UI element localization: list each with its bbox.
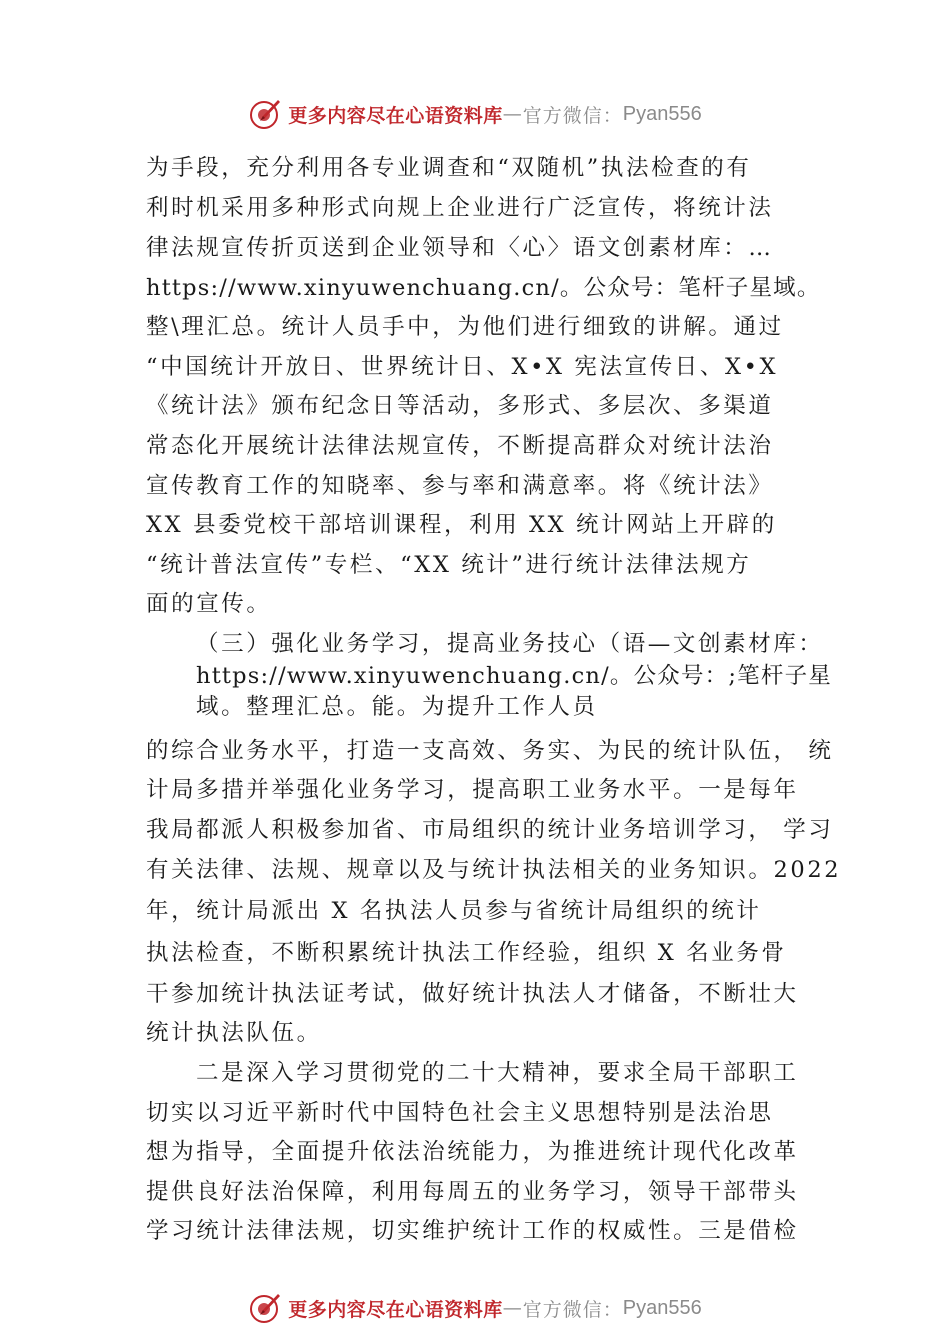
body-line-6: “中国统计开放日、世界统计日、X•X 宪法宣传日、X•X bbox=[146, 354, 779, 380]
quill-seal-icon bbox=[248, 97, 282, 131]
body-line-20: 年，统计局派出 X 名执法人员参与省统计局组织的统计 bbox=[146, 898, 762, 924]
wechat-label: 官方微信： bbox=[522, 1298, 623, 1321]
body-line-1: 为手段，充分利用各专业调查和“双随机”执法检查的有 bbox=[146, 155, 752, 181]
body-line-25: 切实以习近平新时代中国特色社会主义思想特别是法治思 bbox=[146, 1100, 774, 1126]
body-line-21: 执法检查，不断积累统计执法工作经验，组织 X 名业务骨 bbox=[146, 940, 787, 966]
body-line-10: XX 县委党校干部培训课程，利用 XX 统计网站上开辟的 bbox=[146, 512, 777, 538]
body-line-12: 面的宣传。 bbox=[146, 591, 272, 617]
body-line-4: https://www.xinyuwenchuang.cn/。公众号：笔杆子星域。 bbox=[146, 275, 821, 301]
wechat-account: Pyan556 bbox=[622, 102, 702, 125]
header-watermark bbox=[0, 94, 950, 134]
body-line-28: 学习统计法律法规，切实维护统计工作的权威性。三是借检 bbox=[146, 1218, 799, 1244]
body-line-22: 干参加统计执法证考试，做好统计执法人才储备，不断壮大 bbox=[146, 981, 799, 1007]
body-line-9: 宣传教育工作的知晓率、参与率和满意率。将《统计法》 bbox=[146, 473, 774, 499]
brand-text: 更多内容尽在心语资料库 bbox=[288, 1298, 503, 1321]
body-line-18: 我局都派人积极参加省、市局组织的统计业务培训学习， 学习 bbox=[146, 817, 834, 843]
body-line-16: 的综合业务水平，打造一支高效、务实、为民的统计队伍， 统 bbox=[146, 738, 834, 764]
section-heading-cont-1: https://www.xinyuwenchuang.cn/。公众号：;笔杆子星 bbox=[196, 663, 832, 689]
quill-seal-icon bbox=[248, 1291, 282, 1325]
body-line-5: 整\理汇总。统计人员手中，为他们进行细致的讲解。通过 bbox=[146, 314, 784, 340]
body-line-7: 《统计法》颁布纪念日等活动，多形式、多层次、多渠道 bbox=[146, 393, 774, 419]
body-line-2: 利时机采用多种形式向规上企业进行广泛宣传，将统计法 bbox=[146, 195, 774, 221]
section-heading-cont-2: 域。整理汇总。能。为提升工作人员 bbox=[196, 694, 598, 720]
wechat-account: Pyan556 bbox=[622, 1296, 702, 1319]
body-line-11: “统计普法宣传”专栏、“XX 统计”进行统计法律法规方 bbox=[146, 552, 752, 578]
body-line-24: 二是深入学习贯彻党的二十大精神，要求全局干部职工 bbox=[196, 1060, 799, 1086]
brand-dash: — bbox=[502, 103, 523, 125]
body-line-26: 想为指导，全面提升依法治统能力，为推进统计现代化改革 bbox=[146, 1139, 799, 1165]
brand-text: 更多内容尽在心语资料库 bbox=[288, 104, 503, 127]
body-line-19: 有关法律、法规、规章以及与统计执法相关的业务知识。2022 bbox=[146, 857, 842, 883]
brand-dash: — bbox=[502, 1297, 523, 1319]
body-line-23: 统计执法队伍。 bbox=[146, 1020, 322, 1046]
footer-watermark bbox=[0, 1288, 950, 1328]
body-line-27: 提供良好法治保障，利用每周五的业务学习，领导干部带头 bbox=[146, 1179, 799, 1205]
body-line-3: 律法规宣传折页送到企业领导和〈心〉语文创素材库：… bbox=[146, 235, 774, 261]
body-line-8: 常态化开展统计法律法规宣传，不断提高群众对统计法治 bbox=[146, 433, 774, 459]
wechat-label: 官方微信： bbox=[522, 104, 623, 127]
section-heading: （三）强化业务学习，提高业务技心（语—文创素材库： bbox=[196, 631, 824, 657]
body-line-17: 计局多措并举强化业务学习，提高职工业务水平。一是每年 bbox=[146, 777, 799, 803]
